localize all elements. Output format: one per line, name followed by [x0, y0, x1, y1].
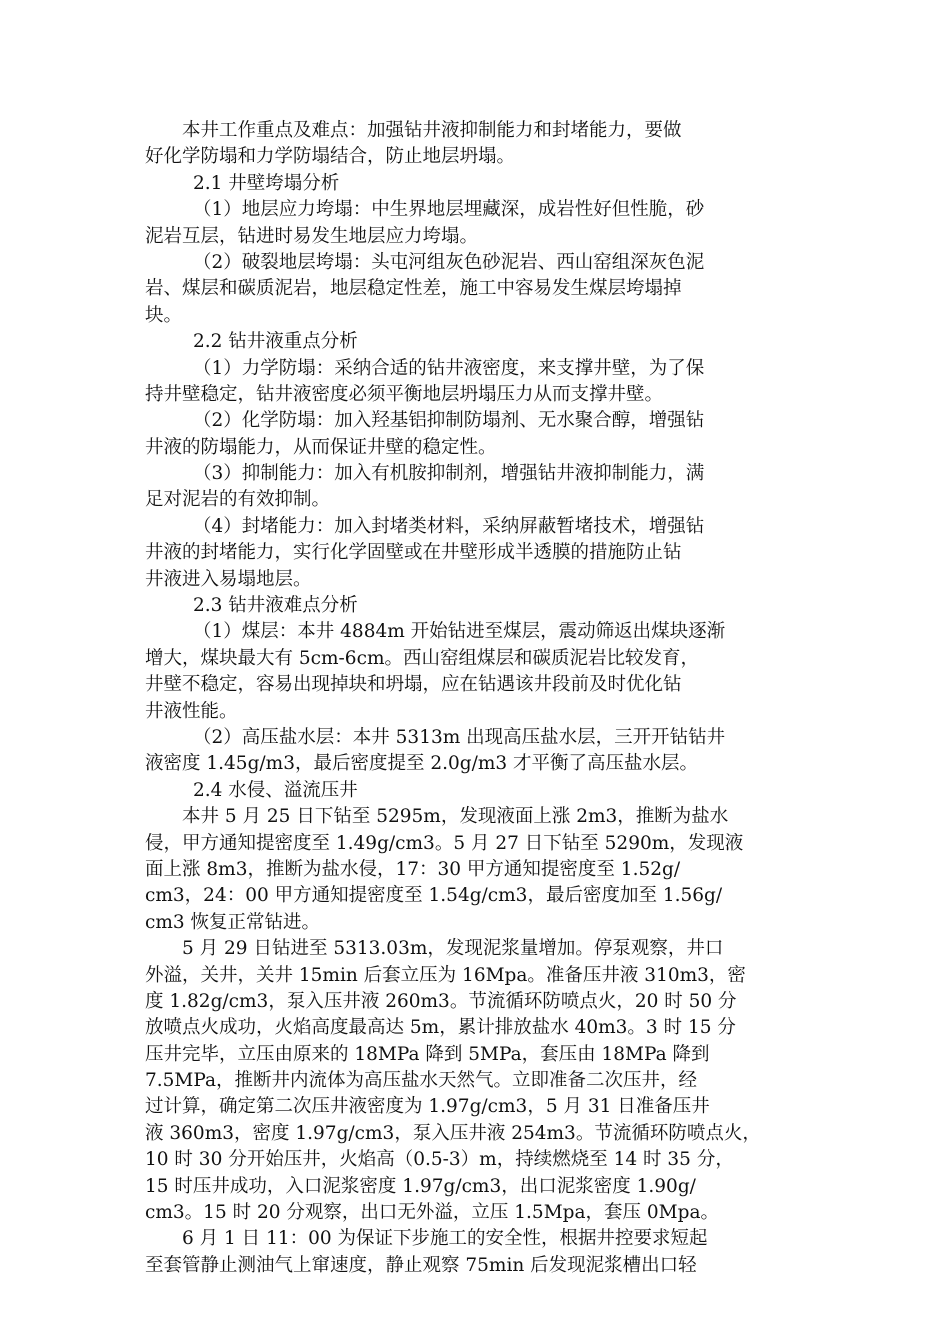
text-line: 侵，甲方通知提密度至 1.49g/cm3。5 月 27 日下钻至 5290m，发现液 [145, 832, 744, 854]
text-line: （1）煤层：本井 4884m 开始钻进至煤层，震动筛返出煤块逐渐 [193, 621, 726, 643]
text-line: （2）化学防塌：加入羟基铝抑制防塌剂、无水聚合醇，增强钻 [193, 410, 705, 432]
text-line: （1）地层应力垮塌：中生界地层埋藏深，成岩性好但性脆，砂 [193, 199, 705, 221]
text-line: 足对泥岩的有效抑制。 [145, 489, 331, 511]
text-line: 好化学防塌和力学防塌结合，防止地层坍塌。 [145, 146, 516, 168]
text-line: cm3，24：00 甲方通知提密度至 1.54g/cm3，最后密度加至 1.56g/ [145, 885, 723, 907]
text-line: 15 时压井成功，入口泥浆密度 1.97g/cm3，出口泥浆密度 1.90g/ [145, 1175, 696, 1197]
text-line: 2.1 井壁垮塌分析 [193, 172, 340, 194]
text-line: 井液性能。 [145, 700, 238, 722]
text-line: 井液的防塌能力，从而保证井壁的稳定性。 [145, 436, 497, 458]
text-line: 5 月 29 日钻进至 5313.03m，发现泥浆量增加。停泵观察，井口 [182, 938, 724, 960]
text-line: 7.5MPa，推断井内流体为高压盐水天然气。立即准备二次压井，经 [145, 1070, 698, 1092]
text-line: 泥岩互层，钻进时易发生地层应力垮塌。 [145, 225, 479, 247]
text-line: 岩、煤层和碳质泥岩，地层稳定性差，施工中容易发生煤层垮塌掉 [145, 278, 682, 300]
text-line: （3）抑制能力：加入有机胺抑制剂，增强钻井液抑制能力，满 [193, 463, 705, 485]
text-line: 井液的封堵能力，实行化学固壁或在井壁形成半透膜的措施防止钻 [145, 542, 682, 564]
text-line: 液密度 1.45g/m3，最后密度提至 2.0g/m3 才平衡了高压盐水层。 [145, 753, 699, 775]
text-line: 本井 5 月 25 日下钻至 5295m，发现液面上涨 2m3，推断为盐水 [182, 806, 729, 828]
text-line: 至套管静止测油气上窜速度，静止观察 75min 后发现泥浆槽出口轻 [145, 1254, 697, 1276]
document-body [145, 118, 807, 1279]
text-line: 面上涨 8m3，推断为盐水侵，17：30 甲方通知提密度至 1.52g/ [145, 858, 681, 880]
text-line: （1）力学防塌：采纳合适的钻井液密度，来支撑井壁，为了保 [193, 357, 705, 379]
text-line: （2）破裂地层垮塌：头屯河组灰色砂泥岩、西山窑组深灰色泥 [193, 251, 705, 273]
text-line: 井壁不稳定，容易出现掉块和坍塌，应在钻遇该井段前及时优化钻 [145, 674, 682, 696]
text-line: 外溢，关井，关井 15min 后套立压为 16Mpa。准备压井液 310m3，密 [145, 964, 746, 986]
text-line: 增大，煤块最大有 5cm-6cm。西山窑组煤层和碳质泥岩比较发育， [145, 647, 699, 669]
text-line: 放喷点火成功，火焰高度最高达 5m，累计排放盐水 40m3。3 时 15 分 [145, 1017, 736, 1039]
text-line: （2）高压盐水层：本井 5313m 出现高压盐水层，三开开钻钻井 [193, 726, 726, 748]
text-line: cm3。15 时 20 分观察，出口无外溢，立压 1.5Mpa，套压 0Mpa。 [145, 1202, 719, 1224]
text-line: 过计算，确定第二次压井液密度为 1.97g/cm3，5 月 31 日准备压井 [145, 1096, 710, 1118]
text-line: 本井工作重点及难点：加强钻井液抑制能力和封堵能力，要做 [182, 120, 682, 141]
text-line: 压井完毕，立压由原来的 18MPa 降到 5MPa，套压由 18MPa 降到 [145, 1043, 710, 1065]
text-line: 10 时 30 分开始压井，火焰高（0.5-3）m，持续燃烧至 14 时 35 分， [145, 1149, 734, 1171]
text-line: （4）封堵能力：加入封堵类材料，采纳屏蔽暂堵技术，增强钻 [193, 515, 705, 537]
text-line: 2.4 水侵、溢流压井 [193, 779, 358, 801]
text-line: 2.3 钻井液难点分析 [193, 595, 358, 617]
text-line: 液 360m3，密度 1.97g/cm3，泵入压井液 254m3。节流循环防喷点火， [145, 1122, 761, 1144]
text-line: 6 月 1 日 11：00 为保证下步施工的安全性，根据井控要求短起 [182, 1228, 708, 1250]
text-line: cm3 恢复正常钻进。 [145, 911, 321, 933]
text-line: 度 1.82g/cm3，泵入压井液 260m3。节流循环防喷点火，20 时 50 分 [145, 990, 737, 1012]
text-line: 持井壁稳定，钻井液密度必须平衡地层坍塌压力从而支撑井壁。 [145, 383, 664, 405]
text-line: 2.2 钻井液重点分析 [193, 331, 358, 353]
text-line: 井液进入易塌地层。 [145, 568, 312, 590]
text-line: 块。 [145, 304, 183, 326]
